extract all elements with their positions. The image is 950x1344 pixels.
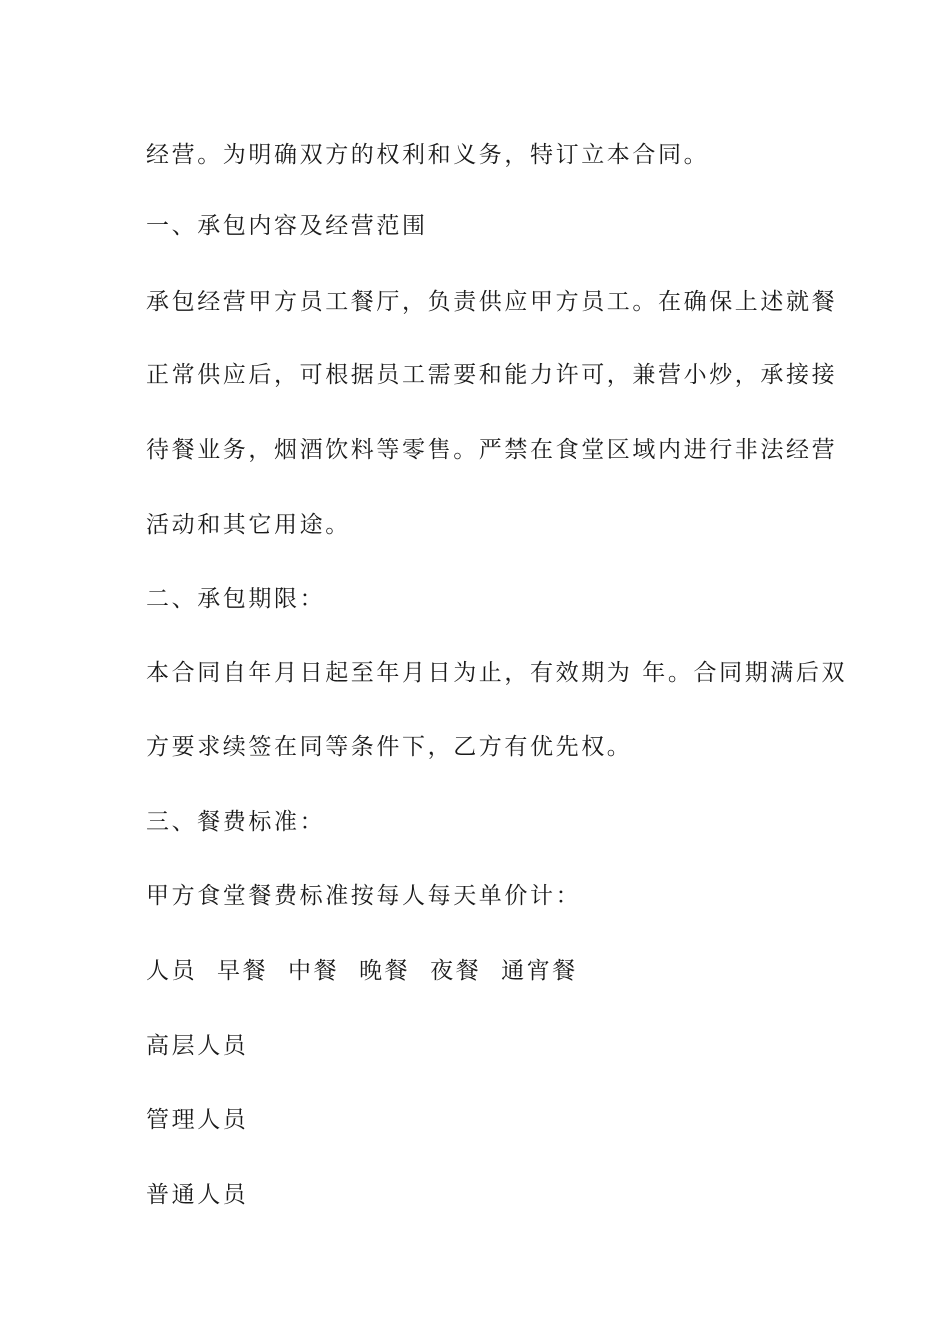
section-heading: 三、餐费标准： [146,809,326,835]
section-heading: 二、承包期限： [146,586,326,612]
paragraph-line: 活动和其它用途。 [146,512,351,538]
table-row-label: 普通人员 [146,1182,249,1208]
table-row-label: 管理人员 [146,1107,249,1133]
paragraph-line: 待餐业务，烟酒饮料等零售。严禁在食堂区域内进行非法经营 [146,437,838,463]
paragraph-line: 经营。为明确双方的权利和义务，特订立本合同。 [146,142,710,168]
paragraph-line: 甲方食堂餐费标准按每人每天单价计： [146,883,582,909]
paragraph-line: 正常供应后，可根据员工需要和能力许可，兼营小炒，承接接 [146,362,838,388]
table-row-label: 高层人员 [146,1033,249,1059]
paragraph-line: 方要求续签在同等条件下，乙方有优先权。 [146,734,633,760]
paragraph-line: 承包经营甲方员工餐厅，负责供应甲方员工。在确保上述就餐 [146,289,838,315]
section-heading: 一、承包内容及经营范围 [146,213,428,239]
paragraph-line: 本合同自年月日起至年月日为止，有效期为 年。合同期满后双 [146,660,848,686]
table-header-row: 人员 早餐 中餐 晚餐 夜餐 通宵餐 [146,958,578,984]
